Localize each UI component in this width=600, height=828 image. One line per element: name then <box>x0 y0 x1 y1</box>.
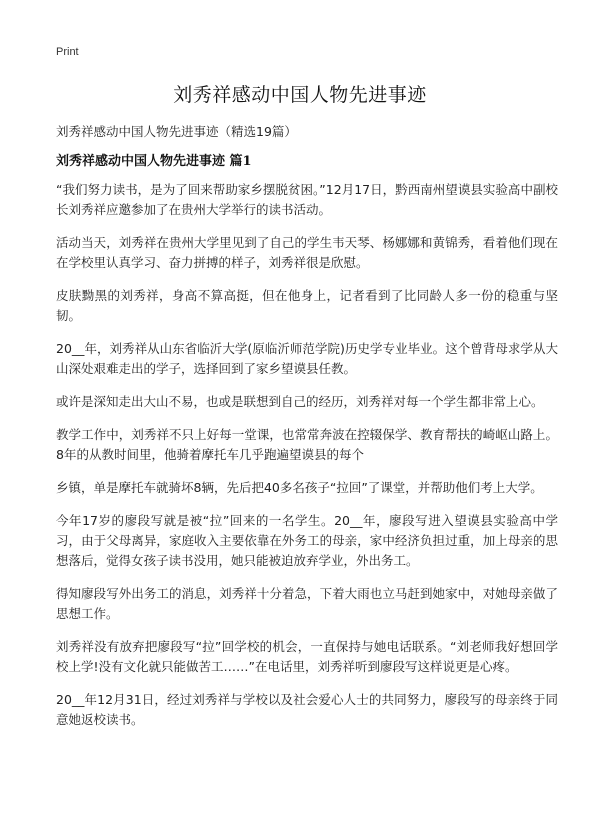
paragraph: 今年17岁的廖段写就是被“拉”回来的一名学生。20__年，廖段写进入望谟县实验高中学习，由于父母离异，家庭收入主要依靠在外务工的母亲，家中经济负担过重，加上母亲的思想落后，觉得女孩子读书没用，她只能被迫放弃学业，外出务工。 <box>56 513 558 568</box>
paragraph: 20__年12月31日，经过刘秀祥与学校以及社会爱心人士的共同努力，廖段写的母亲终于同意她返校读书。 <box>56 692 558 727</box>
paragraph: 皮肤黝黑的刘秀祥，身高不算高挺，但在他身上，记者看到了比同龄人多一份的稳重与坚韧。 <box>56 288 558 323</box>
print-label[interactable]: Print <box>56 46 79 58</box>
paragraph: 或许是深知走出大山不易，也或是联想到自己的经历，刘秀祥对每一个学生都非常上心。 <box>56 394 544 409</box>
paragraph: 乡镇，单是摩托车就骑坏8辆，先后把40多名孩子“拉回”了课堂，并帮助他们考上大学。 <box>56 480 543 495</box>
document-title: 刘秀祥感动中国人物先进事迹 <box>173 84 427 106</box>
paragraph: 教学工作中，刘秀祥不只上好每一堂课，也常常奔波在控辍保学、教育帮扶的崎岖山路上。8年的从教时间里，他骑着摩托车几乎跑遍望谟县的每个 <box>56 427 558 462</box>
paragraph: 得知廖段写外出务工的消息，刘秀祥十分着急，下着大雨也立马赶到她家中，对她母亲做了思想工作。 <box>56 586 558 621</box>
paragraph: 20__年，刘秀祥从山东省临沂大学(原临沂师范学院)历史学专业毕业。这个曾背母求学从大山深处艰难走出的学子，选择回到了家乡望谟县任教。 <box>56 341 558 376</box>
section-heading: 刘秀祥感动中国人物先进事迹 篇1 <box>56 154 252 169</box>
article-body <box>56 180 558 743</box>
paragraph: 刘秀祥没有放弃把廖段写“拉”回学校的机会，一直保持与她电话联系。“刘老师我好想回学校上学!没有文化就只能做苦工……”在电话里，刘秀祥听到廖段写这样说更是心疼。 <box>56 639 558 674</box>
paragraph: “我们努力读书，是为了回来帮助家乡摆脱贫困。”12月17日，黔西南州望谟县实验高中副校长刘秀祥应邀参加了在贵州大学举行的读书活动。 <box>56 182 558 217</box>
paragraph: 活动当天，刘秀祥在贵州大学里见到了自己的学生韦天琴、杨娜娜和黄锦秀，看着他们现在在学校里认真学习、奋力拼搏的样子，刘秀祥很是欣慰。 <box>56 235 558 270</box>
document-subtitle: 刘秀祥感动中国人物先进事迹（精选19篇） <box>56 124 297 139</box>
